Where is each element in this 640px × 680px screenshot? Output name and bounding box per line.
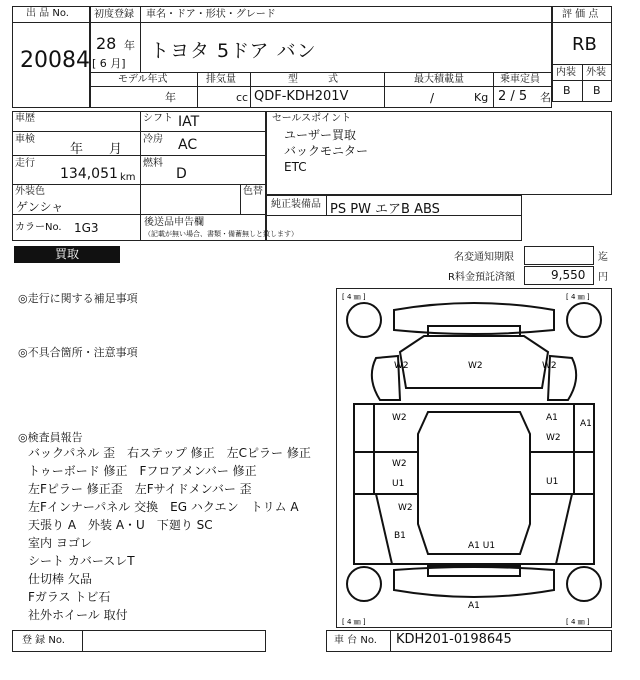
equipment-value: PS PW エアB ABS (330, 202, 440, 217)
sales-points-label: セールスポイント (272, 113, 352, 124)
year-unit: 年 (124, 39, 135, 52)
driving-notes-title: ◎走行に関する補足事項 (18, 292, 138, 305)
rear-bumper (394, 567, 554, 597)
inspector-line: 室内 ヨゴレ (28, 536, 92, 550)
mileage-value: 134,051 (60, 166, 118, 182)
fuel-label: 燃料 (143, 158, 163, 169)
tire-front-right (567, 303, 601, 337)
title-change-unit: 迄 (598, 252, 608, 263)
recycle-fee-label: R料金預託済額 (448, 272, 515, 283)
shift-label: シフト (143, 113, 173, 124)
color-label: 外装色 (15, 186, 45, 197)
defect-notes-title: ◎不具合箇所・注意事項 (18, 346, 138, 359)
aftermarket-label: 後送品申告欄 (144, 217, 204, 228)
damage-mark: B1 (394, 531, 406, 541)
corner-label: [ 4 ㎜ ] (342, 618, 366, 626)
damage-mark: A1 (468, 601, 480, 611)
corner-label: [ 4 ㎜ ] (566, 293, 590, 301)
mileage-label: 走行 (15, 158, 35, 169)
max-load-value: / (430, 91, 435, 105)
rear-quarter-left (354, 494, 392, 564)
interior-grade: B (563, 84, 571, 97)
damage-mark: W2 (394, 361, 409, 371)
equipment-label: 純正装備品 (271, 199, 321, 210)
ac-label: 冷房 (143, 134, 163, 145)
inspector-line: シート カバースレT (28, 554, 135, 568)
rear-quarter-right (556, 494, 594, 564)
inspector-line: 左Fインナーパネル 交換 EG ハクエン トリム A (28, 500, 299, 514)
chassis-no-label: 車 台 No. (334, 635, 377, 646)
inspection-value: 年 月 (70, 142, 123, 157)
model-year-unit: 年 (165, 91, 176, 104)
damage-mark: A1 (546, 413, 558, 423)
displacement-label: 排気量 (206, 74, 236, 85)
displacement-unit: cc (236, 91, 249, 104)
vehicle-name-label: 車名・ドア・形状・グレード (146, 9, 276, 20)
damage-mark: W2 (392, 413, 407, 423)
inspector-line: バックパネル 歪 右ステップ 修正 左Cピラー 修正 (28, 446, 311, 460)
model-type: QDF-KDH201V (254, 89, 349, 104)
max-load-unit: Kg (474, 91, 489, 104)
capacity-unit: 名 (540, 91, 551, 104)
exterior-label: 外装 (586, 67, 606, 78)
damage-mark: U1 (392, 479, 405, 489)
damage-mark: W2 (468, 361, 483, 371)
color-value: ゲンシャ (16, 200, 64, 214)
damage-mark: A1 U1 (468, 541, 496, 551)
corner-label: [ 4 ㎜ ] (566, 618, 590, 626)
max-load-label: 最大積載量 (414, 74, 464, 85)
lot-number: 20084 (20, 48, 90, 73)
purchase-badge: 買取 (14, 246, 120, 263)
sales-point-1: ユーザー買取 (284, 128, 357, 142)
mileage-unit: km (120, 172, 136, 183)
damage-mark: U1 (546, 477, 559, 487)
inspector-line: Fガラス トビ石 (28, 590, 111, 604)
tire-rear-right (567, 567, 601, 601)
recycle-fee-value: 9,550 (551, 268, 586, 282)
inspector-line: 天張り A 外装 A・U 下廻り SC (28, 518, 213, 532)
title-change-deadline-label: 名変通知期限 (454, 252, 514, 263)
inspection-label: 車検 (15, 134, 35, 145)
corner-label: [ 4 ㎜ ] (342, 293, 366, 301)
inspector-report-title: ◎検査員報告 (18, 431, 83, 444)
interior-label: 内装 (556, 67, 576, 78)
damage-mark: W2 (398, 503, 413, 513)
inspector-line: 仕切棒 欠品 (28, 572, 92, 586)
roof (418, 412, 530, 554)
capacity-value: 2 / 5 (498, 89, 528, 104)
first-registration-label: 初度登録 (94, 9, 134, 20)
model-year-label: モデル年式 (118, 74, 168, 85)
rating-value: RB (572, 34, 597, 55)
color-no-value: 1G3 (74, 221, 99, 235)
inspector-line: 社外ホイール 取付 (28, 608, 128, 622)
exterior-grade: B (593, 84, 601, 97)
history-label: 車歴 (15, 113, 35, 124)
first-registration-month: [ 6 月] (92, 57, 126, 70)
vehicle-name: トヨタ 5ドア バン (150, 40, 317, 62)
front-bumper (394, 303, 554, 334)
inspector-line: トゥーボード 修正 Fフロアメンバー 修正 (28, 464, 257, 478)
fuel-value: D (176, 166, 187, 182)
color-no-label: カラーNo. (15, 222, 62, 233)
sales-point-3: ETC (284, 160, 307, 174)
registration-no-label: 登 録 No. (22, 635, 65, 646)
capacity-label: 乗車定員 (500, 74, 540, 85)
damage-diagram (336, 288, 612, 628)
shift-value: IAT (178, 114, 200, 130)
tire-rear-left (347, 567, 381, 601)
model-type-label: 型 式 (288, 74, 338, 85)
damage-mark: A1 (580, 419, 592, 429)
tire-front-left (347, 303, 381, 337)
sales-point-2: バックモニター (284, 144, 369, 158)
color-change-label: 色替 (243, 186, 263, 197)
damage-mark: W2 (546, 433, 561, 443)
damage-mark: W2 (392, 459, 407, 469)
recycle-fee-unit: 円 (598, 272, 608, 283)
title-change-deadline-field (524, 246, 594, 265)
first-registration-year: 28 (96, 34, 117, 53)
ac-value: AC (178, 137, 198, 153)
rating-label: 評 価 点 (562, 9, 599, 20)
aftermarket-note: （記載が無い場合、書類・備蓄無しと致します） (144, 230, 298, 238)
lot-number-label: 出 品 No. (26, 8, 69, 19)
inspector-line: 左Fピラー 修正歪 左Fサイドメンバー 歪 (28, 482, 252, 496)
chassis-no-value: KDH201-0198645 (396, 632, 512, 647)
damage-mark: W2 (542, 361, 557, 371)
